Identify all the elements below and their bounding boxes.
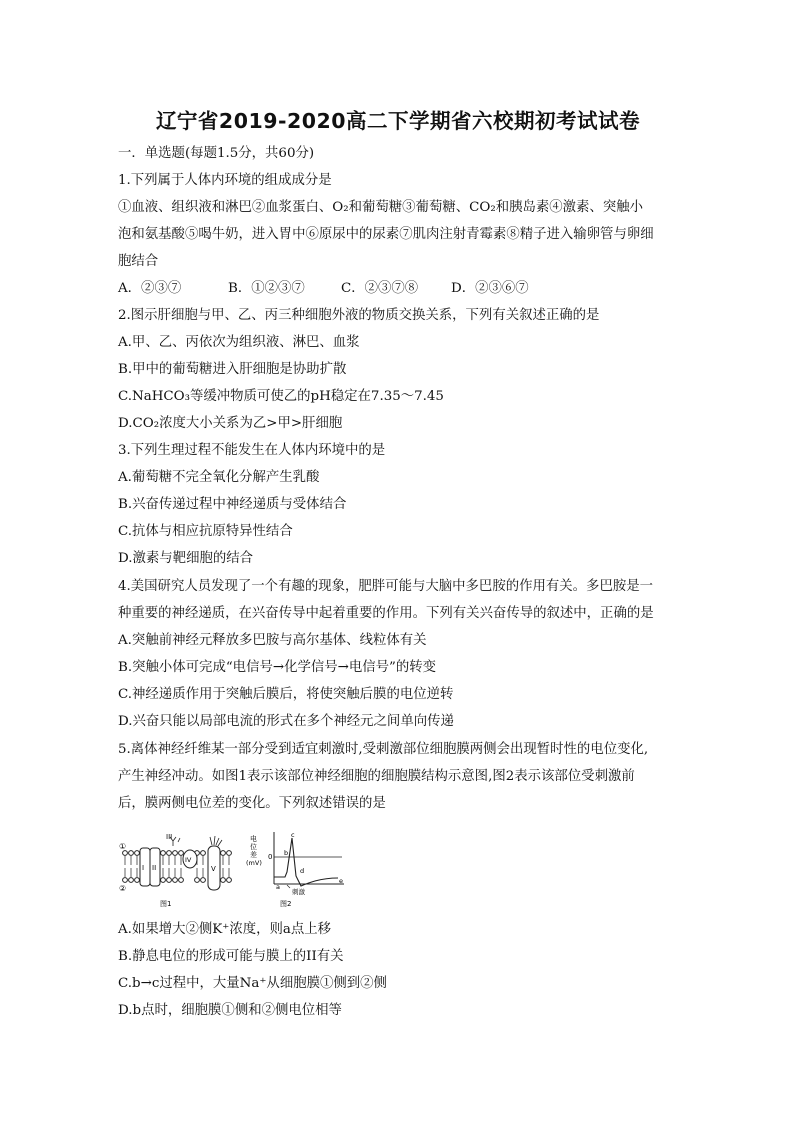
fig1-side1-label: ①: [119, 842, 127, 851]
fig2-potential-curve: [274, 838, 338, 886]
fig2-point-b: b: [284, 849, 289, 857]
fig2-zero-label: 0: [268, 853, 273, 861]
q4-option-b: B.突触小体可完成“电信号→化学信号→电信号”的转变: [118, 660, 437, 675]
fig2-ylabel-line2: 位: [250, 843, 257, 851]
q2-option-c: C.NaHCO₃等缓冲物质可使乙的pH稳定在7.35～7.45: [118, 389, 444, 404]
fig2-ylabel-line3: 差: [250, 851, 257, 859]
q1-stem: 1.下列属于人体内环境的组成成分是: [118, 173, 332, 188]
q2-stem: 2.图示肝细胞与甲、乙、丙三种细胞外液的物质交换关系，下列有关叙述正确的是: [118, 308, 600, 323]
q3-option-b: B.兴奋传递过程中神经递质与受体结合: [118, 497, 347, 512]
fig2-stimulus-arrow: [287, 885, 290, 888]
section-heading: 一．单选题(每题1.5分，共60分): [118, 146, 315, 161]
q1-options: [118, 280, 529, 298]
fig2-ylabel-unit: (mV): [246, 859, 262, 867]
q4-stem-line2: 种重要的神经递质，在兴奋传导中起着重要的作用。下列有关兴奋传导的叙述中，正确的是: [118, 606, 654, 621]
page-title: 辽宁省2019-2020高二下学期省六校期初考试试卷: [155, 109, 641, 133]
figure1-membrane-diagram: [118, 828, 238, 910]
fig2-point-d: d: [300, 867, 305, 875]
figure2-potential-graph: [246, 828, 358, 910]
q1-option-b: B．①②③⑦: [228, 281, 305, 296]
q5-stem-line3: 后，膜两侧电位差的变化。下列叙述错误的是: [118, 796, 386, 811]
q1-option-d: D．②③⑥⑦: [451, 281, 529, 296]
q4-option-d: D.兴奋只能以局部电流的形式在多个神经元之间单向传递: [118, 714, 454, 729]
fig1-label-V: V: [211, 865, 216, 873]
q4-option-a: A.突触前神经元释放多巴胺与高尔基体、线粒体有关: [118, 633, 427, 648]
fig2-stimulus-label: 刺激: [292, 888, 305, 896]
q3-option-c: C.抗体与相应抗原特异性结合: [118, 524, 293, 539]
q3-option-d: D.激素与靶细胞的结合: [118, 551, 254, 566]
q2-option-d: D.CO₂浓度大小关系为乙>甲>肝细胞: [118, 416, 343, 431]
fig2-point-e: e: [339, 877, 343, 885]
q1-line3: 胞结合: [118, 254, 159, 269]
q5-figures: [118, 828, 358, 910]
q1-option-c: C．②③⑦⑧: [341, 281, 419, 296]
q3-option-a: A.葡萄糖不完全氧化分解产生乳酸: [118, 470, 320, 485]
fig2-point-c: c: [291, 831, 295, 839]
fig2-ylabel-line1: 电: [250, 835, 257, 843]
fig1-caption: 图1: [160, 900, 172, 908]
q5-option-b: B.静息电位的形成可能与膜上的II有关: [118, 949, 344, 964]
q5-option-d: D.b点时，细胞膜①侧和②侧电位相等: [118, 1003, 342, 1018]
receptor-branches: [210, 836, 222, 846]
q3-stem: 3.下列生理过程不能发生在人体内环境中的是: [118, 443, 386, 458]
q4-option-c: C.神经递质作用于突触后膜后，将使突触后膜的电位逆转: [118, 687, 454, 702]
q2-option-a: A.甲、乙、丙依次为组织液、淋巴、血浆: [118, 335, 360, 350]
q5-option-a: A.如果增大②侧K⁺浓度，则a点上移: [118, 922, 332, 937]
fig1-label-IV: IV: [185, 856, 192, 864]
fig1-label-I: I: [142, 864, 145, 872]
q1-line1: ①血液、组织液和淋巴②血浆蛋白、O₂和葡萄糖③葡萄糖、CO₂和胰岛素④激素、突触小: [118, 200, 643, 215]
fig1-label-II: II: [152, 864, 157, 872]
q5-stem-line1: 5.离体神经纤维某一部分受到适宜刺激时,受刺激部位细胞膜两侧会出现暂时性的电位变化,: [118, 742, 649, 757]
fig2-caption: 图2: [280, 900, 292, 908]
q4-stem-line1: 4.美国研究人员发现了一个有趣的现象，肥胖可能与大脑中多巴胺的作用有关。多巴胺是一: [118, 579, 654, 594]
fig1-side2-label: ②: [119, 884, 127, 893]
fig2-point-a: a: [276, 883, 280, 891]
q1-option-a: A．②③⑦: [118, 281, 182, 296]
q5-stem-line2: 产生神经冲动。如图1表示该部位神经细胞的细胞膜结构示意图,图2表示该部位受刺激前: [118, 769, 635, 784]
q5-option-c: C.b→c过程中，大量Na⁺从细胞膜①侧到②侧: [118, 976, 387, 991]
q1-line2: 泡和氨基酸⑤喝牛奶，进入胃中⑥原尿中的尿素⑦肌肉注射青霉素⑧精子进入输卵管与卵细: [118, 227, 654, 242]
q2-option-b: B.甲中的葡萄糖进入肝细胞是协助扩散: [118, 362, 347, 377]
fig1-label-III: III: [166, 833, 173, 841]
